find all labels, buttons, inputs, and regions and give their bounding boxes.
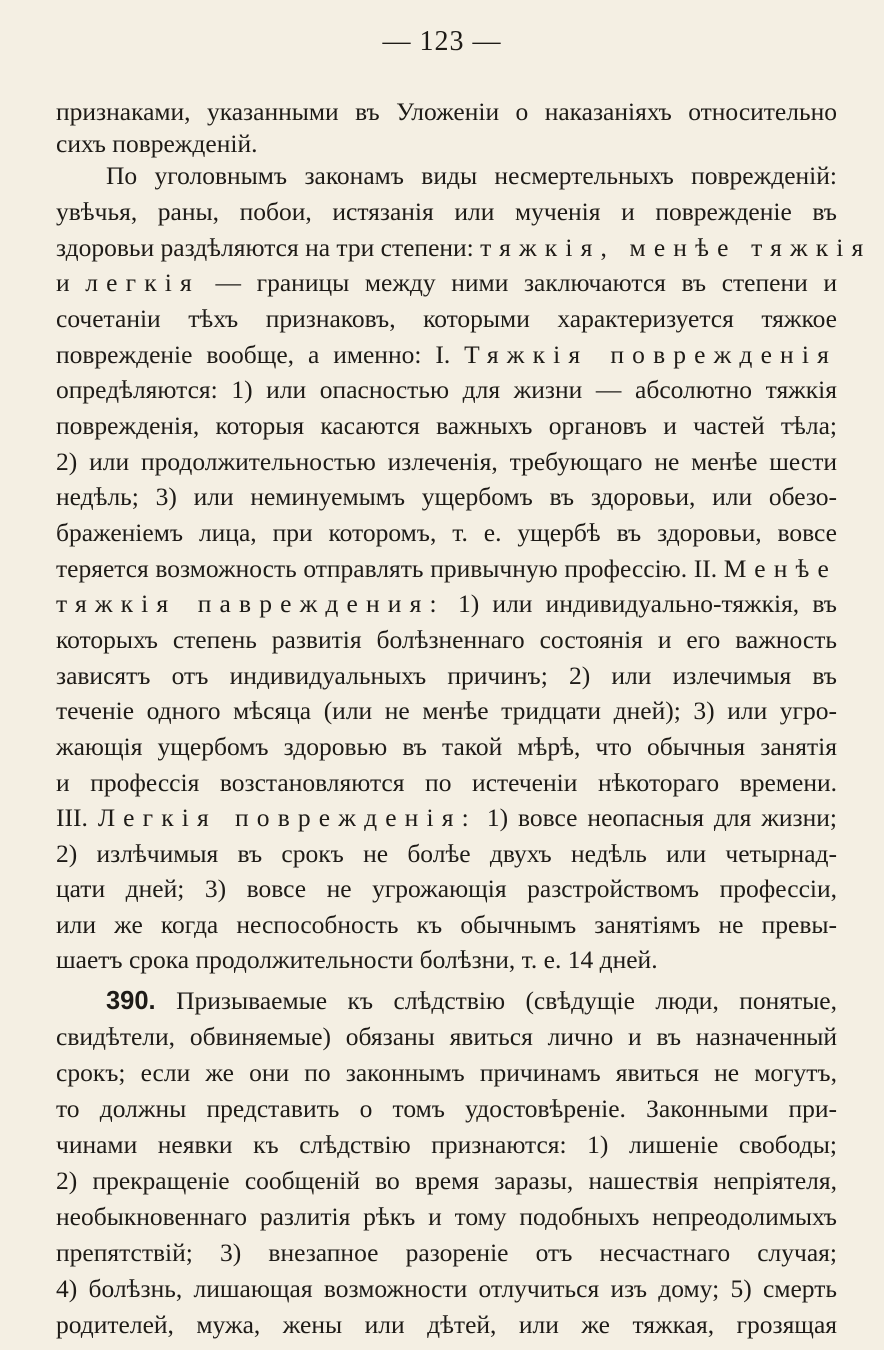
text-line: теченiе одного мѣсяца (или не менѣе тридцати дней); 3) или угро- bbox=[56, 696, 837, 725]
text-line: 4) болѣзнь, лишающая возможности отлучиться изъ дому; 5) смерть bbox=[56, 1274, 837, 1303]
text-line: По уголовнымъ законамъ виды несмертельныхъ поврежденiй: bbox=[106, 161, 837, 190]
text-line bbox=[56, 264, 837, 302]
text-line: то должны представить о томъ удостовѣренiе. Законными при- bbox=[56, 1094, 837, 1123]
text-line: жающiя ущербомъ здоровью въ такой мѣрѣ, что обычныя занятiя bbox=[56, 732, 837, 761]
article-number: 390. bbox=[106, 987, 156, 1015]
text-line: зависятъ отъ индивидуальныхъ причинъ; 2) или излечимыя въ bbox=[56, 661, 837, 690]
spaced-term: Тяжкiя поврежденiя bbox=[464, 340, 837, 369]
page-number: — 123 — bbox=[382, 26, 502, 57]
text-line: признаками, указанными въ Уложенiи о наказанiяхъ относительно bbox=[56, 97, 837, 126]
text-line bbox=[56, 336, 837, 374]
text-line: чинами неявки къ слѣдствiю признаются: 1) лишенiе свободы; bbox=[56, 1130, 837, 1159]
text-line: браженiемъ лица, при которомъ, т. е. ущербѣ въ здоровьи, вовсе bbox=[56, 518, 837, 547]
text-run: поврежденiе вообще, а именно: I. bbox=[56, 340, 451, 369]
text-line: сихъ поврежденiй. bbox=[56, 129, 258, 158]
text-line: поврежденiя, которыя касаются важныхъ органовъ и частей тѣла; bbox=[56, 411, 837, 440]
text-line: и профессiя возстановляются по истеченiи нѣкотораго времени. bbox=[56, 768, 837, 797]
text-run: и bbox=[56, 268, 70, 297]
text-line: недѣль; 3) или неминуемымъ ущербомъ въ здоровьи, или обезо- bbox=[56, 482, 837, 511]
text-line: сочетанiи тѣхъ признаковъ, которыми характеризуется тяжкое bbox=[56, 304, 837, 333]
text-run: — границы между ними заключаются въ степени и bbox=[215, 268, 837, 297]
spaced-term: Менѣе bbox=[723, 554, 837, 583]
text-run: Призываемые къ слѣдствiю (свѣдущiе люди, понятые, bbox=[176, 986, 838, 1015]
text-run: теряется возможность отправлять привычную профессiю. II. bbox=[56, 554, 718, 583]
spaced-term: Легкiя поврежденiя: bbox=[97, 803, 477, 832]
text-line: которыхъ степень развитiя болѣзненнаго состоянiя и его важность bbox=[56, 625, 837, 654]
text-line: 2) или продолжительностью излеченiя, требующаго не менѣе шести bbox=[56, 447, 837, 476]
spaced-term: легкiя bbox=[85, 268, 200, 297]
text-line: увѣчья, раны, побои, истязанiя или мученiя и поврежденiе въ bbox=[56, 197, 837, 226]
text-line bbox=[56, 585, 837, 623]
text-line: препятствiй; 3) внезапное разоренiе отъ несчастнаго случая; bbox=[56, 1238, 837, 1267]
spaced-term: тяжкiя, менѣе тяжкiя bbox=[480, 233, 872, 262]
text-run: 1) вовсе неопасныя для жизни; bbox=[486, 803, 837, 832]
text-line: шаетъ срока продолжительности болѣзни, т. е. 14 дней. bbox=[56, 945, 658, 974]
text-run: здоровьи раздѣляются на три степени: bbox=[56, 233, 474, 262]
spaced-term: тяжкiя павреждения: bbox=[56, 589, 445, 618]
text-line: срокъ; если же они по законнымъ причинамъ явиться не могутъ, bbox=[56, 1058, 837, 1087]
text-run: III. bbox=[56, 803, 88, 832]
text-line: свидѣтели, обвиняемые) обязаны явиться лично и въ назначенный bbox=[56, 1022, 837, 1051]
text-line bbox=[56, 550, 837, 588]
text-line bbox=[56, 799, 837, 837]
text-run: 1) или индивидуально-тяжкiя, въ bbox=[457, 589, 837, 618]
text-line: или же когда неспособность къ обычнымъ занятiямъ не превы- bbox=[56, 910, 837, 939]
text-line: цати дней; 3) вовсе не угрожающiя разстройствомъ профессiи, bbox=[56, 874, 837, 903]
text-line: 2) прекращенiе сообщенiй во время заразы, нашествiя непрiятеля, bbox=[56, 1166, 837, 1195]
text-line: необыкновеннаго разлитiя рѣкъ и тому подобныхъ непреодолимыхъ bbox=[56, 1202, 837, 1231]
text-line: 2) излѣчимыя въ срокъ не болѣе двухъ недѣль или четырнад- bbox=[56, 839, 837, 868]
text-line: родителей, мужа, жены или дѣтей, или же тяжкая, грозящая bbox=[56, 1310, 837, 1339]
text-line bbox=[106, 982, 837, 1020]
text-line: опредѣляются: 1) или опасностью для жизни — абсолютно тяжкiя bbox=[56, 375, 837, 404]
text-line bbox=[56, 229, 872, 267]
